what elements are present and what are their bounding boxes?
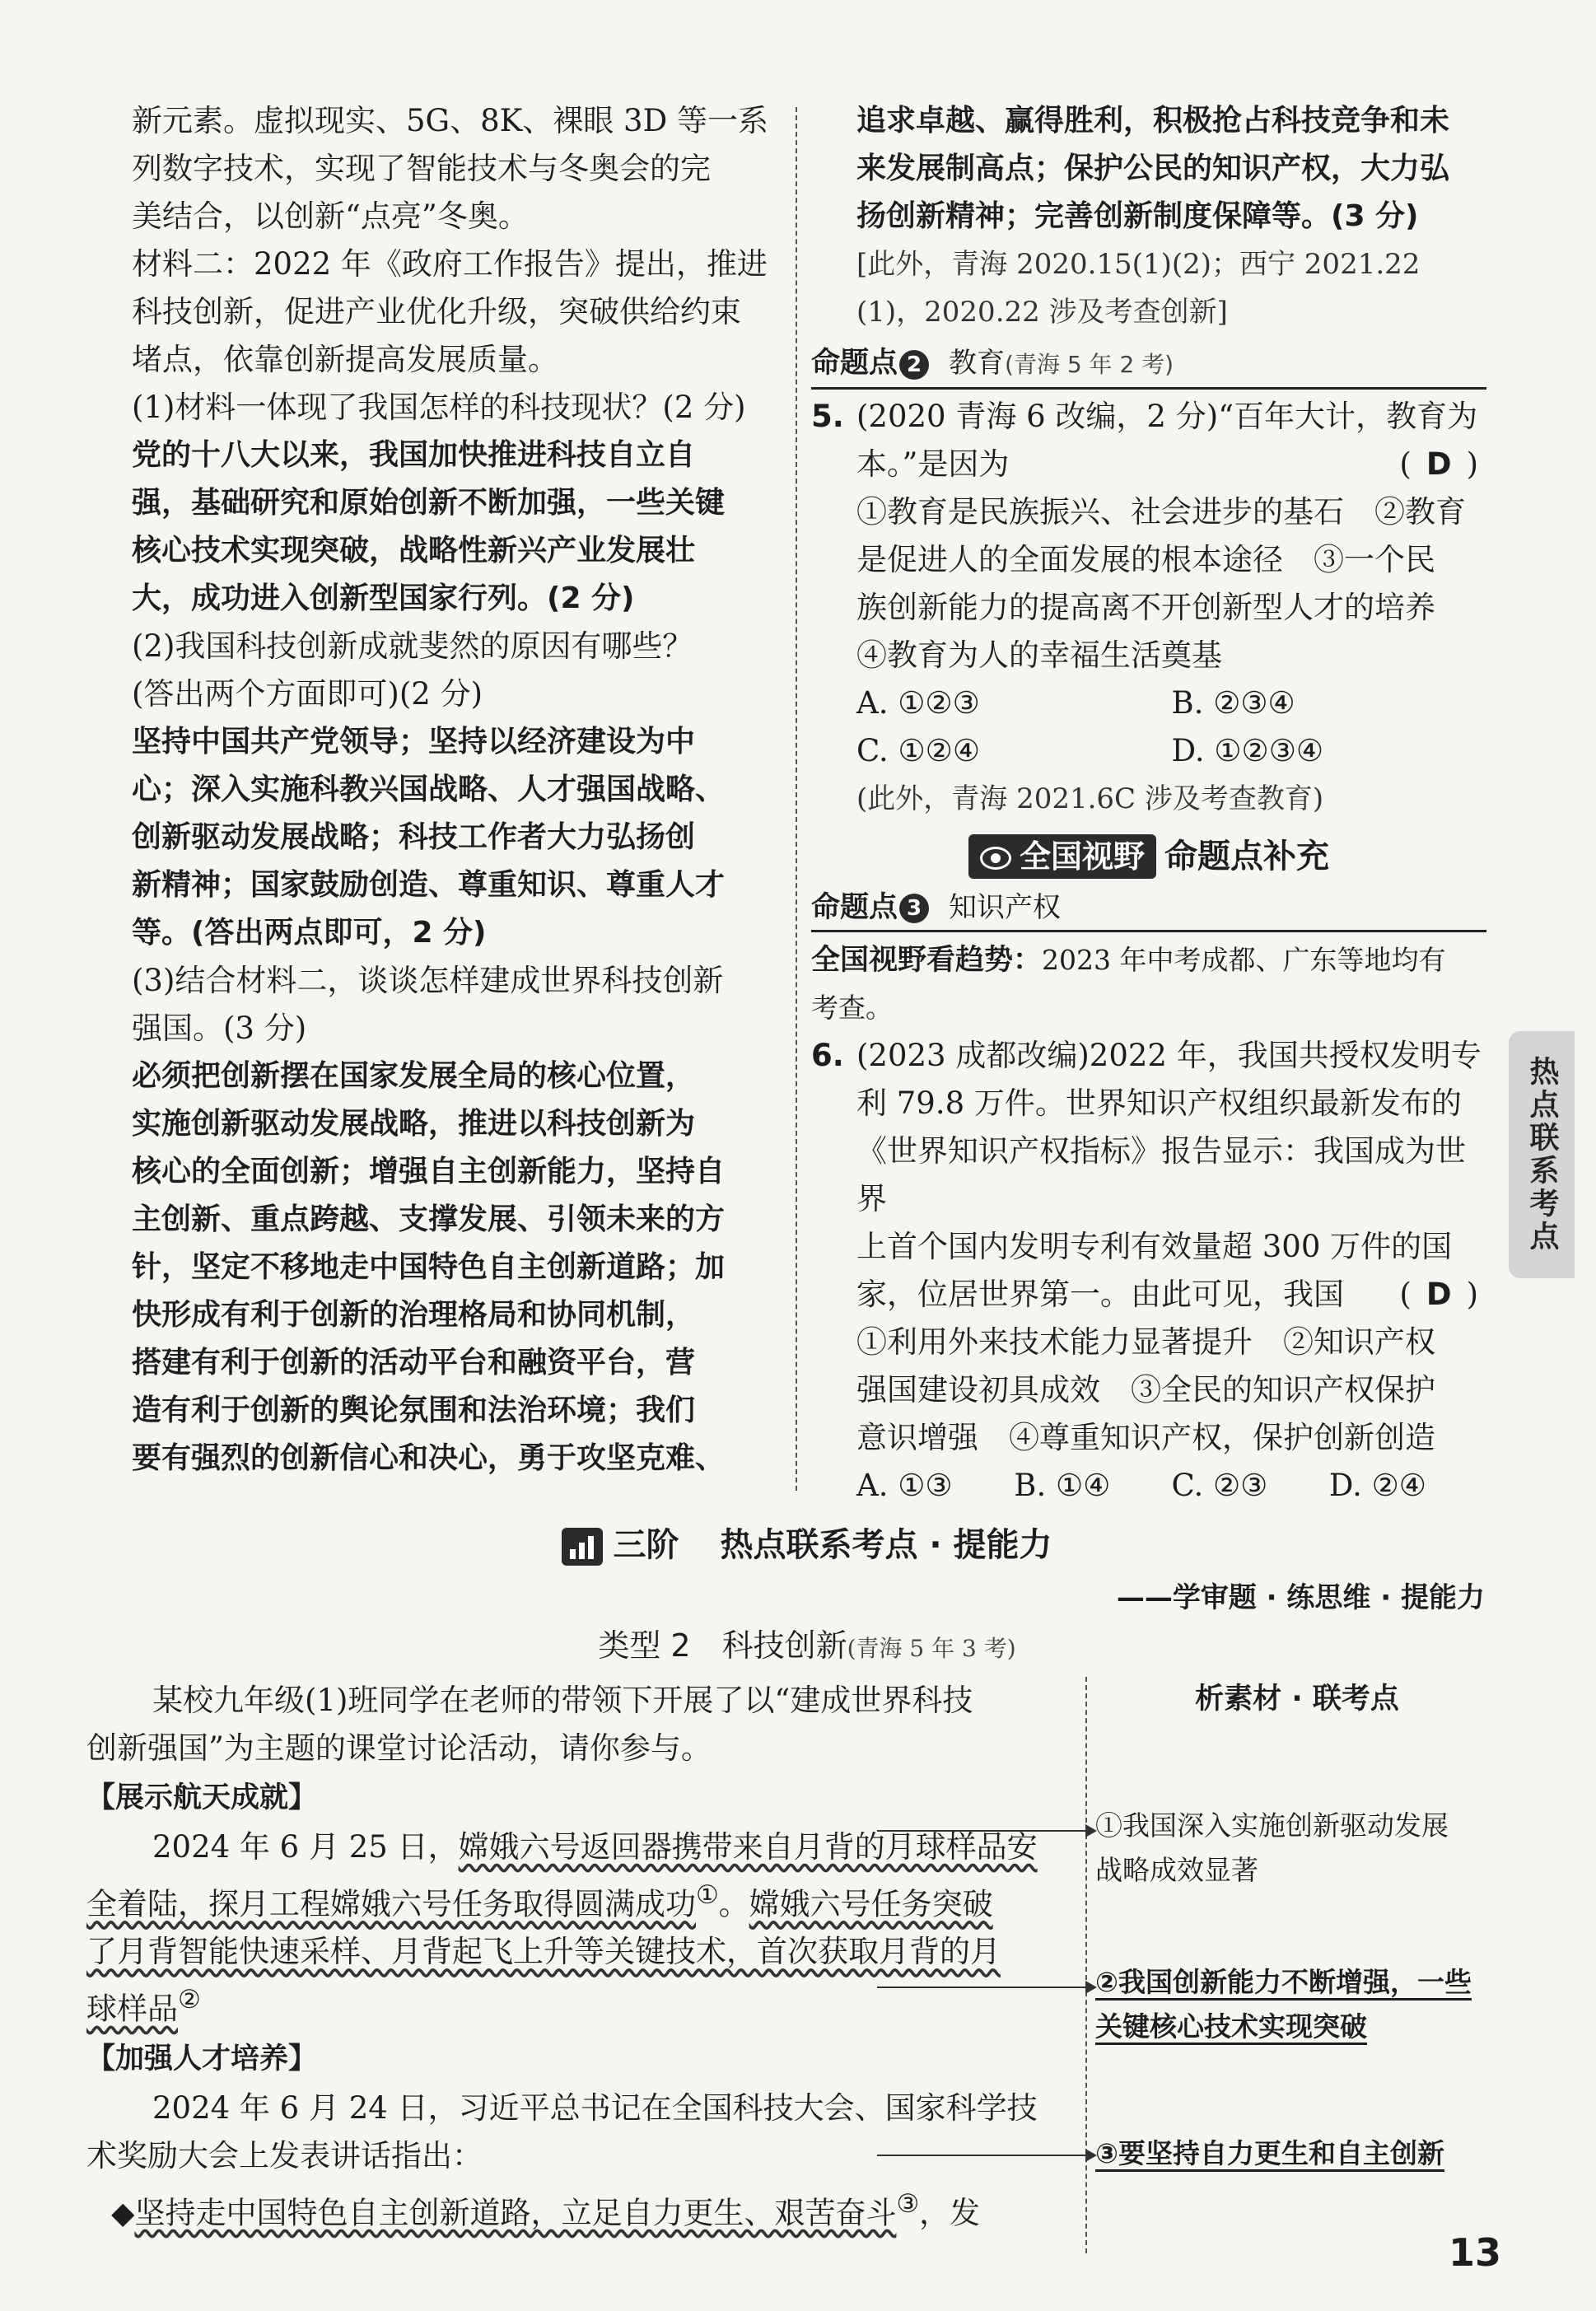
source-note-line: (1)，2020.22 涉及考查创新] [856, 296, 1228, 329]
answer-3-line: 搭建有利于创新的活动平台和融资平台，营 [132, 1346, 696, 1380]
options-row [811, 727, 1486, 775]
intro-line: 某校九年级(1)班同学在老师的带领下开展了以“建成世界科技 [152, 1683, 973, 1718]
question-6 [811, 1032, 1486, 1510]
bar-chart-icon [562, 1528, 603, 1566]
statement-line: ①利用外来技术能力显著提升 ②知识产权 [856, 1324, 1435, 1360]
answer-3-line: 主创新、重点跨越、支撑发展、引领未来的方 [132, 1202, 726, 1236]
question-2-line: (答出两个方面即可)(2 分) [132, 676, 483, 712]
analysis-column [1095, 1677, 1499, 1754]
material2-line: 材料二：2022 年《政府工作报告》提出，推进 [132, 246, 768, 282]
statement-line: 意识增强 ④尊重知识产权，保护创新创造 [856, 1419, 1435, 1455]
eye-icon [980, 847, 1011, 870]
analysis-note-1 [1095, 1804, 1499, 1893]
point-label: 命题点 [811, 890, 898, 924]
question-6-stem-line [811, 1271, 1486, 1319]
answer-3-continued-line: 追求卓越、赢得胜利，积极抢占科技竞争和未 [856, 104, 1450, 138]
material-column [86, 1677, 1075, 2237]
block2-line: 术奖励大会上发表讲话指出： [86, 2137, 483, 2173]
analysis-note-line: ②我国创新能力不断增强，一些 [1095, 1966, 1472, 1998]
section-divider [1085, 1677, 1087, 2253]
trend-text-line: 考查。 [811, 991, 893, 1024]
options-row [811, 1462, 1486, 1510]
question-number: 6. [811, 1037, 844, 1073]
marker-3: ③ [896, 2188, 920, 2219]
answer-1-line: 大，成功进入创新型国家行列。(2 分) [132, 581, 635, 615]
block2-tail: ，发 [919, 2194, 981, 2230]
arrow-connector-1 [877, 1830, 1095, 1832]
question-1: (1)材料一体现了我国怎样的科技现状？(2 分) [132, 390, 746, 425]
question-5 [811, 393, 1486, 823]
block1-line [86, 1871, 1075, 1928]
national-view-label [968, 834, 1156, 879]
statement-line: 族创新能力的提高离不开创新型人才的培养 [856, 590, 1435, 625]
answer-1-line: 党的十八大以来，我国加快推进科技自立自 [132, 438, 696, 472]
option-d[interactable]: D. ①②③④ [1171, 733, 1324, 768]
highlight-2: 球样品 [86, 1991, 178, 2027]
point-number-badge: 2 [899, 350, 929, 380]
analysis-header: 析素材 · 联考点 [1195, 1683, 1399, 1716]
answer-2-line: 心；深入实施科教兴国战略、人才强国战略、 [132, 773, 726, 806]
point-topic: 知识产权 [949, 890, 1062, 924]
highlight-1: 嫦娥六号返回器携带来自月背的月球样品安 [458, 1829, 1038, 1865]
answer-2-line: 坚持中国共产党领导；坚持以经济建设为中 [132, 725, 696, 759]
answer-3-line: 核心的全面创新；增强自主创新能力，坚持自 [132, 1155, 726, 1188]
question-6-stem-text: 家，位居世界第一。由此可见，我国 [856, 1276, 1344, 1312]
block1-date: 2024 年 6 月 25 日， [152, 1829, 459, 1865]
answer-3-line: 快形成有利于创新的治理格局和协同机制， [132, 1298, 696, 1332]
column-divider [796, 107, 797, 1491]
question-5-stem-line: (2020 青海 6 改编，2 分)“百年大计，教育为 [856, 399, 1478, 434]
point-number-badge: 3 [899, 894, 929, 923]
answer-2-line: 新精神；国家鼓励创造、尊重知识、尊重人才 [132, 868, 726, 902]
question-6-stem-line: (2023 成都改编)2022 年，我国共授权发明专 [856, 1037, 1482, 1073]
answer-3-line: 针，坚定不移地走中国特色自主创新道路；加 [132, 1250, 726, 1284]
option-c[interactable]: C. ①②④ [856, 733, 981, 768]
material2-line: 堵点，依靠创新提高发展质量。 [132, 342, 558, 377]
highlight-2: 了月背智能快速采样、月背起飞上升等关键技术，首次获取月背的月 [86, 1934, 1001, 1970]
analysis-note-3 [1095, 2131, 1499, 2176]
analysis-note-line: 关键核心技术实现突破 [1095, 2010, 1367, 2043]
question-6-stem-line: 《世界知识产权指标》报告显示：我国成为世界 [856, 1132, 1466, 1216]
answer-3-line: 实施创新驱动发展战略，推进以科技创新为 [132, 1107, 696, 1141]
answer-2-line: 等。(答出两点即可，2 分) [132, 916, 487, 950]
type-note: (青海 5 年 3 考) [847, 1635, 1016, 1662]
intro-line: 美结合，以创新“点亮”冬奥。 [132, 198, 529, 234]
analysis-note-line: 战略成效显著 [1095, 1854, 1258, 1886]
stage-label: 三阶 [613, 1526, 679, 1564]
punctuation: 。 [718, 1886, 749, 1922]
answer-bracket: ( D ) [1399, 1276, 1478, 1312]
statement-line: ④教育为人的幸福生活奠基 [856, 637, 1222, 673]
proposition-point-3-header [811, 885, 1486, 932]
answer-3-line: 必须把创新摆在国家发展全局的核心位置， [132, 1059, 696, 1093]
statement-line: 是促进人的全面发展的根本途径 ③一个民 [856, 542, 1435, 577]
answer-3-line: 要有强烈的创新信心和决心，勇于攻坚克难、 [132, 1441, 726, 1475]
marker-1: ① [696, 1880, 719, 1910]
answer-2-line: 创新驱动发展战略；科技工作者大力弘扬创 [132, 820, 696, 854]
type-label: 类型 2 科技创新 [598, 1627, 847, 1664]
marker-2: ② [178, 1985, 201, 2015]
block2-bullet-line [86, 2180, 1075, 2237]
national-view-text: 全国视野 [1019, 838, 1145, 875]
answer-3-continued-line: 扬创新精神；完善创新制度保障等。(3 分) [856, 199, 1419, 233]
answer-bracket: ( D ) [1399, 446, 1478, 482]
analysis-note-line: ③要坚持自力更生和自主创新 [1095, 2137, 1444, 2169]
point-frequency-note: (青海 5 年 2 考) [1005, 351, 1174, 378]
source-note: (此外，青海 2021.6C 涉及考查教育) [856, 782, 1324, 815]
block-title-talent: 【加强人才培养】 [86, 2042, 318, 2075]
question-6-stem-line: 上首个国内发明专利有效量超 300 万件的国 [856, 1228, 1453, 1264]
options-row [811, 679, 1486, 727]
stage-subtitle: ——学审题 · 练思维 · 提能力 [1116, 1581, 1485, 1614]
arrow-connector-2 [877, 1987, 1095, 1988]
option-a[interactable]: A. ①③ [856, 1467, 953, 1503]
stage-header [494, 1520, 1120, 1570]
statement-line: 强国建设初具成效 ③全民的知识产权保护 [856, 1371, 1435, 1408]
page-number: 13 [1448, 2230, 1501, 2275]
point-label: 命题点 [811, 347, 898, 380]
answer-letter: D [1426, 1276, 1452, 1312]
national-view-subtitle: 命题点补充 [1164, 837, 1329, 875]
intro-line: 新元素。虚拟现实、5G、8K、裸眼 3D 等一系 [132, 103, 769, 138]
block2-line: 2024 年 6 月 24 日，习近平总书记在全国科技大会、国家科学技 [152, 2089, 1038, 2126]
bullet-icon: ◆ [111, 2194, 135, 2230]
question-3-line: 强国。(3 分) [132, 1011, 307, 1046]
question-6-stem-line: 利 79.8 万件。世界知识产权组织最新发布的 [856, 1085, 1462, 1121]
type-title [494, 1621, 1120, 1674]
option-a[interactable]: A. ①②③ [856, 685, 980, 721]
material2-line: 科技创新，促进产业优化升级，突破供给约束 [132, 294, 741, 329]
question-5-stem-line [811, 441, 1486, 488]
point-topic: 教育 [949, 347, 1006, 380]
intro-line: 创新强国”为主题的课堂讨论活动，请你参与。 [86, 1730, 712, 1766]
question-3-line: (3)结合材料二，谈谈怎样建成世界科技创新 [132, 963, 724, 998]
statement-line: ①教育是民族振兴、社会进步的基石 ②教育 [856, 494, 1466, 530]
question-number: 5. [811, 399, 844, 434]
answer-1-line: 强，基础研究和原始创新不断加强，一些关键 [132, 486, 726, 520]
option-d[interactable]: D. ②④ [1328, 1467, 1426, 1503]
intro-line: 列数字技术，实现了智能技术与冬奥会的完 [132, 151, 711, 186]
national-view-banner [811, 831, 1486, 880]
left-column [132, 97, 782, 1482]
answer-3-continued-line: 来发展制高点；保护公民的知识产权，大力弘 [856, 152, 1450, 185]
answer-letter: D [1426, 446, 1452, 482]
block1-line [86, 1976, 1075, 2033]
answer-3-line: 造有利于创新的舆论氛围和法治环境；我们 [132, 1394, 696, 1427]
highlight-1: 全着陆，探月工程嫦娥六号任务取得圆满成功 [86, 1886, 696, 1922]
right-column [811, 97, 1486, 1510]
option-b[interactable]: B. ①④ [1014, 1467, 1111, 1503]
arrow-connector-3 [877, 2155, 1095, 2156]
source-note-line: [此外，青海 2020.15(1)(2)；西宁 2021.22 [856, 248, 1421, 281]
highlight-3: 坚持走中国特色自主创新道路，立足自力更生、艰苦奋斗 [134, 2194, 897, 2230]
stage-title: 热点联系考点 · 提能力 [720, 1526, 1052, 1564]
option-c[interactable]: C. ②③ [1171, 1467, 1268, 1503]
option-b[interactable]: B. ②③④ [1171, 685, 1295, 721]
block-title-aerospace: 【展示航天成就】 [86, 1781, 318, 1814]
question-5-stem-text: 本。”是因为 [856, 446, 1010, 482]
analysis-note-line: ①我国深入实施创新驱动发展 [1095, 1809, 1449, 1842]
trend-label: 全国视野看趋势： [811, 943, 1043, 977]
highlight-2: 嫦娥六号任务突破 [749, 1886, 993, 1922]
trend-text: 2023 年中考成都、广东等地均有 [1042, 943, 1446, 976]
block1-line [86, 1928, 1075, 1976]
question-2-line: (2)我国科技创新成就斐然的原因有哪些？ [132, 628, 693, 664]
analysis-note-2 [1095, 1960, 1499, 2049]
chapter-side-tab[interactable]: 热点联系考点 [1509, 1031, 1575, 1278]
proposition-point-2-header [811, 341, 1486, 390]
trend-line [811, 936, 1486, 984]
answer-1-line: 核心技术实现突破，战略性新兴产业发展壮 [132, 534, 696, 567]
